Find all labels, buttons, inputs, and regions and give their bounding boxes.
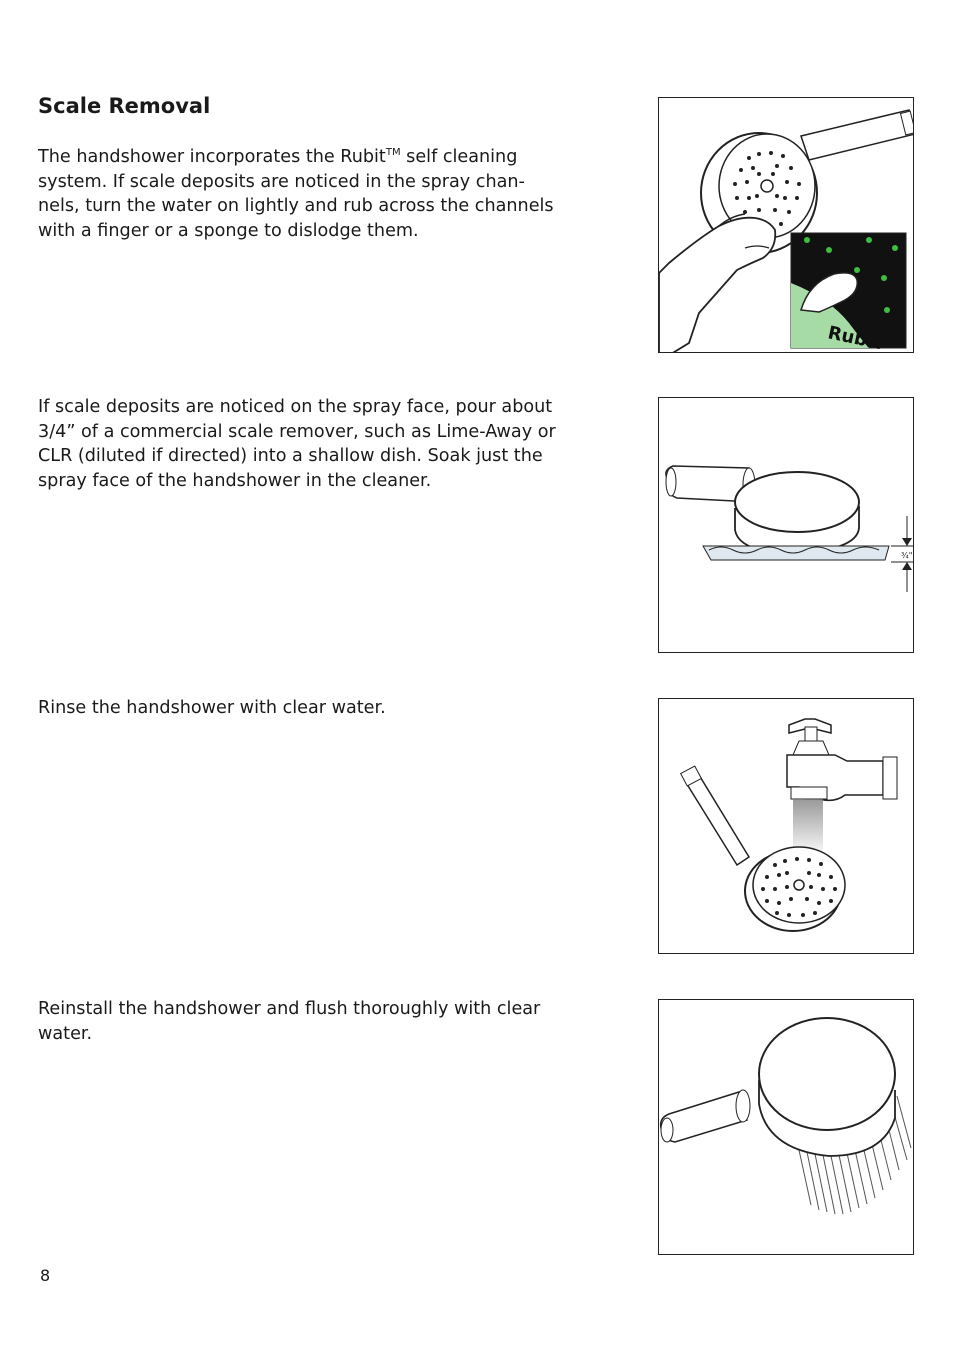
depth-label: ¾" [901, 551, 913, 560]
step-4-text: Reinstall the handshower and flush thoroughly with clear water. [38, 999, 541, 1044]
registered-mark: ® [891, 322, 898, 330]
step-1-text-start: The handshower incorporates the Rubit [38, 147, 386, 167]
rubit-logo-text: Rubit [825, 322, 884, 354]
rubit-inset [791, 233, 906, 353]
step-1-text [38, 145, 563, 243]
soak-illustration [659, 398, 914, 653]
flush-illustration [659, 1000, 914, 1255]
figure-soak-spray-face [658, 397, 914, 653]
page-number: 8 [40, 1266, 51, 1285]
rubit-illustration [659, 98, 914, 353]
figure-rubit-cleaning [658, 97, 914, 353]
step-3-text: Rinse the handshower with clear water. [38, 698, 386, 718]
figure-rinse [658, 698, 914, 954]
figure-flush [658, 999, 914, 1255]
step-2-text: If scale deposits are noticed on the spray face, pour about 3/4” of a commercial scale remover, such as Lime-Away or CLR (diluted if directed) into a shallow dish. Soak just the spray face of the handshower in the cleaner. [38, 397, 556, 491]
trademark-mark: TM [385, 147, 401, 159]
section-title: Scale Removal [38, 94, 211, 118]
step-1-text-rest: self cleaning system. If scale deposits are noticed in the spray chan-nels, turn the water on lightly and rub across the channels with a finger or a sponge to dislodge them. [38, 147, 554, 241]
rinse-illustration [659, 699, 914, 954]
